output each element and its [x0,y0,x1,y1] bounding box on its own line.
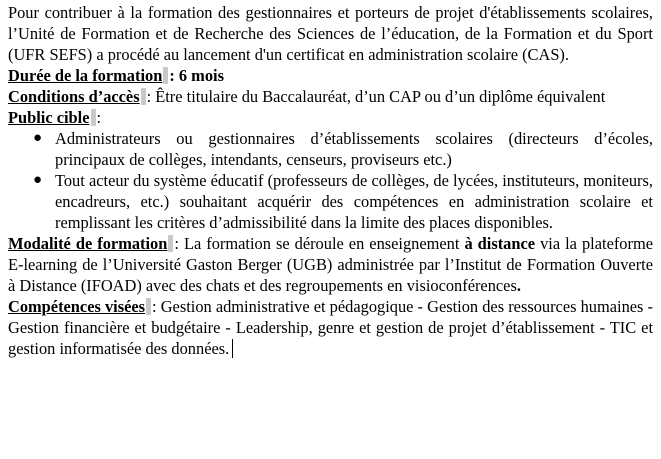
modalite-end: . [516,276,521,295]
field-marker [168,235,173,252]
field-marker [91,109,96,126]
list-item [33,128,653,170]
competences-text: : Gestion administrative et pédagogique - Gestion des ressources humaines - Gestion financière et budgétaire - Leadership, genre et gestion de projet d’établissement - TIC et gestion informatisée des données. [8,297,654,358]
public-label: Public cible [8,108,90,127]
bullet-icon: ● [33,172,43,188]
competences-label: Compétences visées [8,297,146,316]
modalite-text-after: via la plateforme E-learning de l’Université Gaston Berger (UGB) administrée par l’Institut de Formation Ouverte à Distance (IFOAD) avec des chats et des regroupements en visioconférences [8,234,653,295]
field-marker [163,67,168,84]
public-list [8,128,653,233]
text-cursor[interactable] [232,339,233,358]
conditions-label: Conditions d’accès [8,87,140,106]
modalite-paragraph [8,233,653,296]
list-item-text: Administrateurs ou gestionnaires d’établissements scolaires (directeurs d’écoles, principaux de collèges, intendants, censeurs, proviseurs etc.) [55,129,653,169]
modalite-text-before: : La formation se déroule en enseignement [174,234,465,253]
public-line [8,107,653,128]
bullet-icon: ● [33,130,43,146]
duree-line [8,65,653,86]
list-item-text: Tout acteur du système éducatif (professeurs de collèges, de lycées, instituteurs, moniteurs, encadreurs, etc.) souhaitant acquérir des compétences en administration scolaire et remplissant les critères d’admissibilité dans la limite des places disponibles. [55,171,653,232]
modalite-label: Modalité de formation [8,234,168,253]
list-item [33,170,653,233]
intro-paragraph: Pour contribuer à la formation des gestionnaires et porteurs de projet d'établissements scolaires, l’Unité de Formation et de Recherche des Sciences de l’éducation, de la Formation et du Sport (UFR SEFS) a procédé au lancement d'un certificat en administration scolaire (CAS). [8,3,653,64]
field-marker [141,88,146,105]
duree-label: Durée de la formation [8,66,163,85]
competences-paragraph [8,296,653,359]
modalite-emphasis: à distance [464,234,536,253]
field-marker [146,298,151,315]
conditions-paragraph [8,86,653,107]
duree-value: : 6 mois [169,66,224,85]
conditions-text: : Être titulaire du Baccalauréat, d’un CAP ou d’un diplôme équivalent [146,87,606,106]
public-suffix: : [96,108,102,127]
